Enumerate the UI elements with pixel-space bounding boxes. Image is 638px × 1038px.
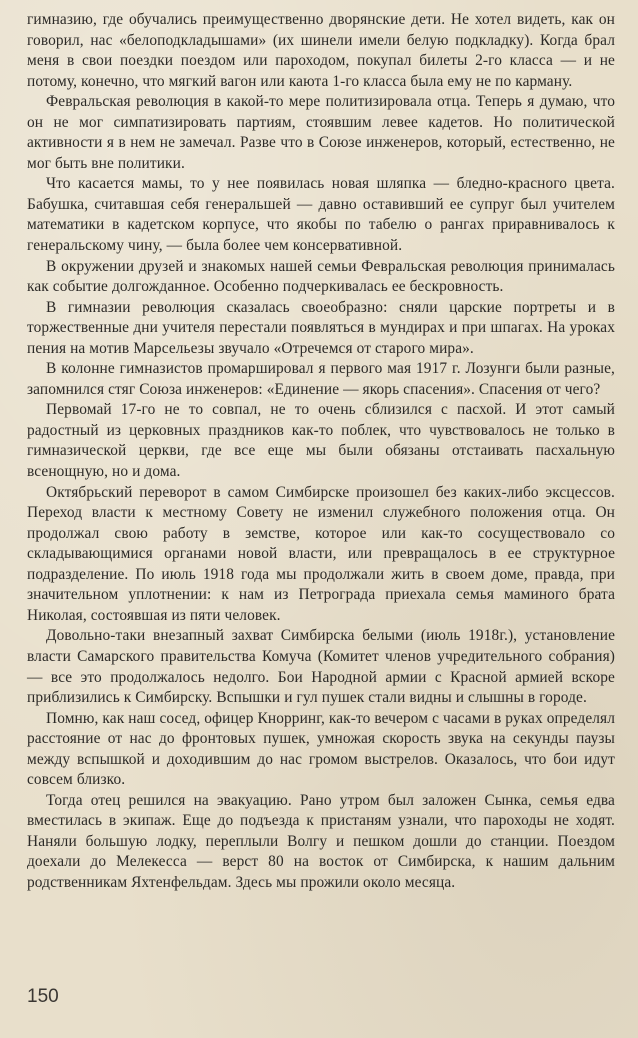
paragraph-1: гимназию, где обучались преимущественно дворянские дети. Не хотел видеть, как он говорил, нас «белоподкладышами» (их шинели имели белую подкладку). Когда брал меня в свои поездки поездом или пароходом, покупал билеты 2-го класса — и не потому, конечно, что мягкий вагон или каюта 1-го класса была ему не по карману.	[27, 11, 615, 90]
paragraph-6: В колонне гимназистов промаршировал я первого мая 1917 г. Лозунги были разные, запомнился стяг Союза инженеров: «Единение — якорь спасения». Спасения от чего?	[27, 360, 615, 398]
page-number: 150	[27, 986, 59, 1007]
paragraph-11: Тогда отец решился на эвакуацию. Рано утром был заложен Сынка, семья едва вместилась в экипаж. Еще до подъезда к пристаням узнали, что пароходы не ходят. Наняли большую лодку, переплыли Волгу и пешком дошли до станции. Поездом доехали до Мелекесса — верст 80 на восток от Симбирска, к нашим дальним родственникам Яхтенфельдам. Здесь мы прожили около месяца.	[27, 791, 615, 891]
paragraph-8: Октябрьский переворот в самом Симбирске произошел без каких-либо эксцессов. Переход власти к местному Совету не изменил служебного положения отца. Он продолжал свою работу в земстве, которое или как-то сосуществовало со складывающимися органами новой власти, или превращалось в ее структурное подразделение. По июль 1918 года мы продолжали жить в своем доме, правда, при значительном уплотнении: к нам из Петрограда приехала семья маминого брата Николая, состоявшая из пяти человек.	[27, 483, 615, 624]
paragraph-2: Февральская революция в какой-то мере политизировала отца. Теперь я думаю, что он не мог симпатизировать партиям, стоявшим левее кадетов. Но политической активности я в нем не замечал. Разве что в Союзе инженеров, который, естественно, не мог быть вне политики.	[27, 93, 615, 172]
paragraph-9: Довольно-таки внезапный захват Симбирска белыми (июль 1918г.), установление власти Самарского правительства Комуча (Комитет членов учредительного собрания) — все это продолжалось недолго. Бои Народной армии с Красной армией вскоре приблизились к Симбирску. Вспышки и гул пушек стали видны и слышны в городе.	[27, 627, 615, 707]
paragraph-7: Первомай 17-го не то совпал, не то очень сблизился с пасхой. И этот самый радостный из церковных праздников как-то поблек, что чувствовалось не только в гимназической церкви, где все еще мы были обязаны отстаивать пасхальную всенощную, но и дома.	[27, 401, 615, 481]
paragraph-5: В гимназии революция сказалась своеобразно: сняли царские портреты и в торжественные дни учителя перестали появляться в мундирах и при шпагах. На уроках пения на мотив Марсельезы звучало «Отречемся от старого мира».	[27, 298, 615, 357]
paragraph-3: Что касается мамы, то у нее появилась новая шляпка — бледно-красного цвета. Бабушка, считавшая себя генеральшей — давно оставивший ее супруг был учителем математики в кадетском корпусе, что якобы по табелю о рангах приравнивалось к генеральскому чину, — была более чем консервативной.	[27, 175, 615, 255]
paragraph-4: В окружении друзей и знакомых нашей семьи Февральская революция принималась как событие долгожданное. Особенно подчеркивалась ее бескровность.	[27, 257, 615, 296]
page-text	[27, 10, 615, 894]
paragraph-10: Помню, как наш сосед, офицер Кнорринг, как-то вечером с часами в руках определял расстояние от нас до фронтовых пушек, умножая скорость звука на секунды паузы между вспышкой и доходившим до нас громом выстрелов. Оказалось, что бои идут совсем близко.	[27, 709, 615, 789]
